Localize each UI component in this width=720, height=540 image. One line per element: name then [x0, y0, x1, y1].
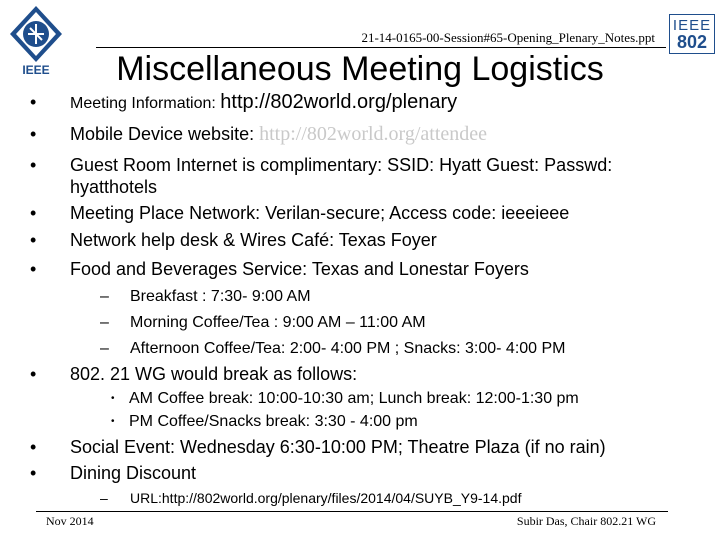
food-text: Food and Beverages Service: Texas and Lonestar Foyers [70, 259, 529, 279]
document-id: 21-14-0165-00-Session#65-Opening_Plenary_Notes.ppt [361, 30, 655, 45]
bullet-dot: • [30, 124, 37, 144]
bullet-dot: • [30, 463, 37, 483]
mobile-label: Mobile Device website: [70, 124, 260, 144]
meeting-info-label: Meeting Information: [70, 95, 221, 112]
food-item-text: Morning Coffee/Tea : 9:00 AM – 11:00 AM [130, 314, 426, 331]
footer-date: Nov 2014 [46, 514, 94, 528]
food-item-text: Afternoon Coffee/Tea: 2:00- 4:00 PM ; Snacks: 3:00- 4:00 PM [130, 340, 566, 357]
dining-url-item: – URL:http://802world.org/plenary/files/2014/04/SUYB_Y9-14.pdf [100, 490, 522, 506]
dining-url[interactable]: URL:http://802world.org/plenary/files/2014/04/SUYB_Y9-14.pdf [130, 490, 522, 506]
food-item: – Morning Coffee/Tea : 9:00 AM – 11:00 AM [100, 314, 426, 331]
break-item: • AM Coffee break: 10:00-10:30 am; Lunch break: 12:00-1:30 pm [111, 390, 579, 407]
ieee-802-logo-line2: 802 [676, 32, 708, 52]
ieee-802-logo [669, 14, 715, 54]
food-item: – Afternoon Coffee/Tea: 2:00- 4:00 PM ; Snacks: 3:00- 4:00 PM [100, 340, 566, 357]
food-item: – Breakfast : 7:30- 9:00 AM [100, 288, 311, 305]
footer-divider [36, 511, 668, 512]
ieee-802-logo-line1: IEEE [672, 17, 712, 34]
guest-room-text-a: Guest Room Internet is complimentary [70, 155, 378, 175]
bullet-dot: • [30, 437, 37, 457]
footer-author: Subir Das, Chair 802.21 WG [516, 514, 656, 528]
help-desk-text: Network help desk & Wires Café: Texas Foyer [70, 230, 437, 250]
guest-room-text-c: hyatthotels [70, 177, 158, 197]
dining-text: Dining Discount [70, 463, 197, 483]
meeting-place-text: Meeting Place Network: Verilan-secure; Access code: ieeeieee [70, 203, 570, 223]
bullet-dot: • [30, 92, 37, 112]
meeting-info-url[interactable]: http://802world.org/plenary [220, 91, 458, 113]
bullet-dot: • [30, 203, 37, 223]
bullet-dot: • [30, 155, 37, 175]
break-item-text: AM Coffee break: 10:00-10:30 am; Lunch break: 12:00-1:30 pm [129, 390, 579, 407]
ieee-logo-text: IEEE [22, 63, 50, 76]
social-event-text: Social Event: Wednesday 6:30-10:00 PM; Theatre Plaza (if no rain) [70, 437, 606, 457]
slide-title: Miscellaneous Meeting Logistics [116, 50, 604, 88]
ieee-logo [6, 4, 66, 76]
mobile-url[interactable]: http://802world.org/attendee [259, 123, 488, 145]
bullet-dot: • [30, 230, 37, 250]
wg-break-text: 802. 21 WG would break as follows: [70, 364, 358, 384]
guest-room-text-b: : SSID: Hyatt Guest: Passwd: [377, 155, 613, 175]
food-item-text: Breakfast : 7:30- 9:00 AM [130, 288, 311, 305]
bullet-dot: • [30, 364, 37, 384]
break-item: • PM Coffee/Snacks break: 3:30 - 4:00 pm [111, 413, 418, 430]
break-item-text: PM Coffee/Snacks break: 3:30 - 4:00 pm [129, 413, 418, 430]
bullet-dot: • [30, 259, 37, 279]
